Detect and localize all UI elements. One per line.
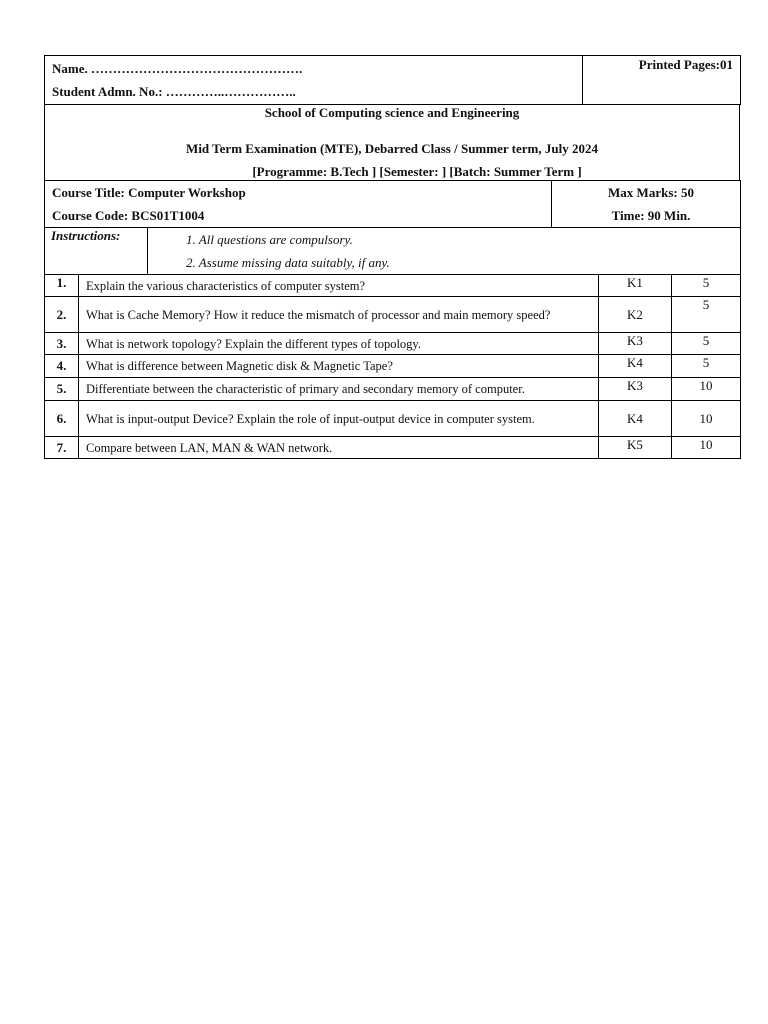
question-row (45, 275, 741, 297)
question-row (45, 378, 741, 401)
knowledge-level: K1 (599, 275, 672, 297)
question-marks: 10 (672, 437, 741, 459)
question-number: 1. (45, 275, 79, 297)
name-field: Name. …………………………………………. (52, 61, 303, 76)
knowledge-level: K3 (599, 333, 672, 355)
question-marks: 5 (672, 355, 741, 378)
question-text: Compare between LAN, MAN & WAN network. (79, 437, 599, 459)
printed-pages: Printed Pages:01 (583, 56, 741, 105)
question-text: Differentiate between the characteristic of primary and secondary memory of computer. (79, 378, 599, 401)
exam-sheet (44, 55, 740, 459)
course-table (44, 180, 741, 228)
question-marks: 5 (672, 297, 741, 333)
knowledge-level: K3 (599, 378, 672, 401)
knowledge-level: K2 (599, 297, 672, 333)
exam-title-table (44, 104, 740, 181)
question-row (45, 355, 741, 378)
question-number: 6. (45, 401, 79, 437)
question-row (45, 401, 741, 437)
question-text: What is network topology? Explain the different types of topology. (79, 333, 599, 355)
question-marks: 10 (672, 401, 741, 437)
knowledge-level: K5 (599, 437, 672, 459)
knowledge-level: K4 (599, 401, 672, 437)
question-text: Explain the various characteristics of computer system? (79, 275, 599, 297)
question-text: What is difference between Magnetic disk & Magnetic Tape? (79, 355, 599, 378)
course-title: Course Title: Computer Workshop (52, 185, 246, 200)
instruction-item: 1. All questions are compulsory. (186, 232, 353, 247)
question-row (45, 333, 741, 355)
programme-line: [Programme: B.Tech ] [Semester: ] [Batch: Summer Term ] (252, 164, 582, 179)
question-marks: 10 (672, 378, 741, 401)
student-info-cell (45, 56, 583, 105)
question-marks: 5 (672, 333, 741, 355)
exam-title: Mid Term Examination (MTE), Debarred Class / Summer term, July 2024 (186, 141, 598, 156)
instruction-item: 2. Assume missing data suitably, if any. (186, 255, 390, 270)
instructions-table (44, 227, 741, 275)
question-text: What is Cache Memory? How it reduce the mismatch of processor and main memory speed? (79, 297, 599, 333)
question-number: 3. (45, 333, 79, 355)
max-marks: Max Marks: 50 (608, 185, 694, 200)
question-row (45, 437, 741, 459)
instructions-label: Instructions: (45, 228, 148, 275)
course-info-cell (45, 181, 552, 228)
question-number: 7. (45, 437, 79, 459)
questions-table (44, 274, 741, 459)
question-row (45, 297, 741, 333)
marks-time-cell (552, 181, 741, 228)
instructions-list (148, 228, 741, 275)
header-table (44, 55, 741, 105)
exam-time: Time: 90 Min. (611, 208, 691, 223)
question-number: 4. (45, 355, 79, 378)
knowledge-level: K4 (599, 355, 672, 378)
course-code: Course Code: BCS01T1004 (52, 208, 205, 223)
admission-number-field: Student Admn. No.: …………..…………….. (52, 84, 296, 99)
question-number: 2. (45, 297, 79, 333)
school-name: School of Computing science and Engineering (264, 105, 520, 120)
question-marks: 5 (672, 275, 741, 297)
question-text: What is input-output Device? Explain the role of input-output device in computer system. (79, 401, 599, 437)
exam-title-cell (45, 105, 740, 181)
question-number: 5. (45, 378, 79, 401)
